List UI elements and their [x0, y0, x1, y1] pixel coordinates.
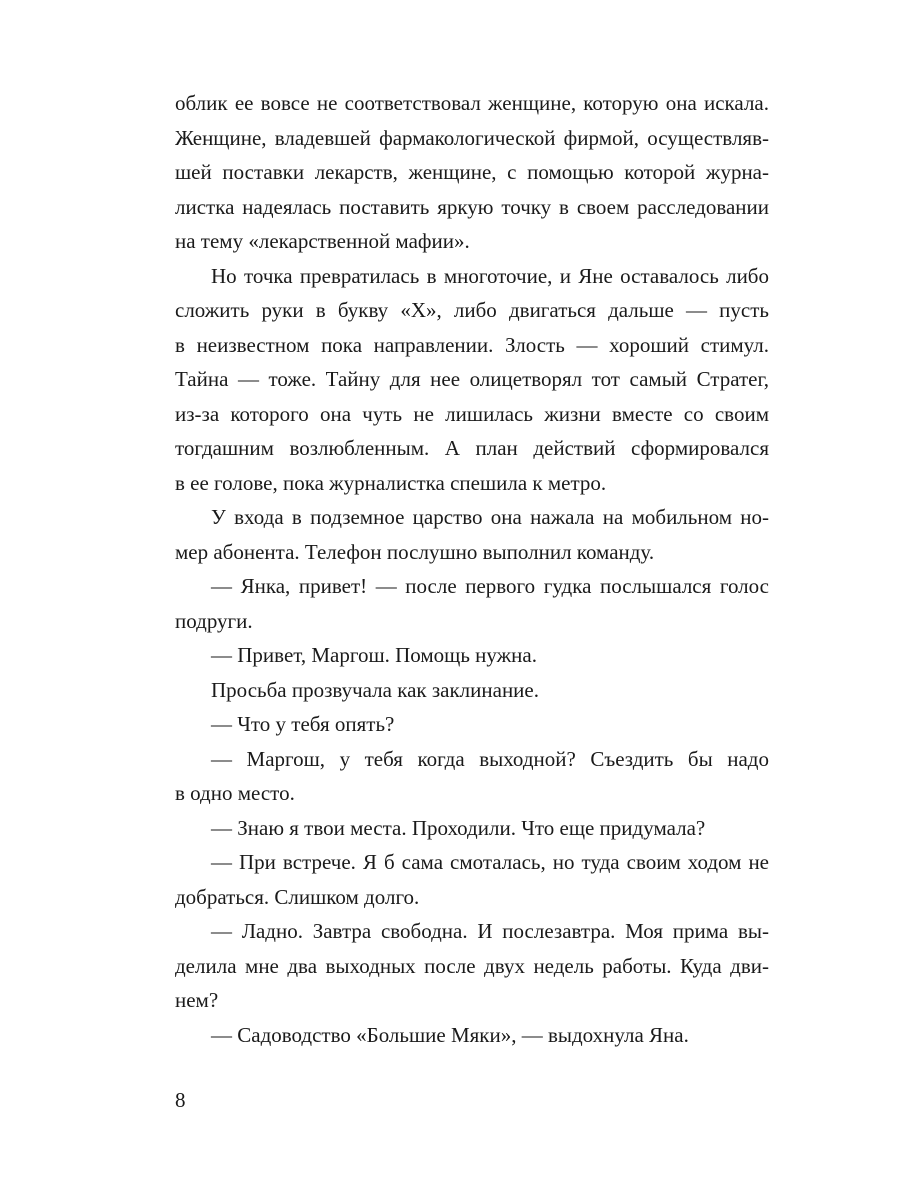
text-line: подруги.: [175, 608, 253, 633]
text-line: тогдашним возлюбленным. А план действий сформировался: [175, 436, 769, 460]
text-line: в ее голове, пока журналистка спешила к метро.: [175, 470, 607, 495]
text-line: У входа в подземное царство она нажала на мобильном но-: [211, 505, 769, 529]
text-line: шей поставки лекарств, женщине, с помощью которой журна-: [175, 160, 769, 184]
text-line: облик ее вовсе не соответствовал женщине, которую она искала.: [175, 91, 769, 115]
text-line: Но точка превратилась в многоточие, и Яне оставалось либо: [211, 263, 769, 288]
text-line: из-за которого она чуть не лишилась жизни вместе со своим: [175, 401, 769, 426]
text-line: — Маргош, у тебя когда выходной? Съездить бы надо: [211, 746, 769, 771]
text-line: добраться. Слишком долго.: [175, 884, 420, 909]
body-text: [175, 86, 769, 1052]
text-line: делила мне два выходных после двух недель работы. Куда дви-: [175, 953, 769, 978]
text-line: на тему «лекарственной мафии».: [175, 229, 470, 253]
text-line: Женщине, владевшей фармакологической фирмой, осуществляв-: [175, 125, 769, 150]
text-line: в неизвестном пока направлении. Злость — хороший стимул.: [175, 332, 769, 357]
text-line: — Янка, привет! — после первого гудка послышался голос: [211, 574, 769, 598]
text-line: — Садоводство «Большие Мяки», — выдохнула Яна.: [211, 1022, 689, 1047]
text-line: — Что у тебя опять?: [211, 712, 395, 736]
text-line: мер абонента. Телефон послушно выполнил команду.: [175, 539, 655, 564]
text-line: — Привет, Маргош. Помощь нужна.: [211, 643, 537, 667]
page-number: 8: [175, 1088, 186, 1112]
text-line: нем?: [175, 988, 219, 1012]
text-line: сложить руки в букву «Х», либо двигаться дальше — пусть: [175, 298, 769, 322]
text-line: Тайна — тоже. Тайну для нее олицетворял тот самый Стратег,: [175, 367, 769, 391]
text-line: — Знаю я твои места. Проходили. Что еще придумала?: [211, 815, 706, 840]
text-line: листка надеялась поставить яркую точку в своем расследовании: [175, 194, 769, 219]
text-line: в одно место.: [175, 781, 295, 805]
text-line: — При встрече. Я б сама смоталась, но туда своим ходом не: [211, 850, 769, 874]
text-line: Просьба прозвучала как заклинание.: [211, 677, 539, 702]
text-line: — Ладно. Завтра свободна. И послезавтра. Моя прима вы-: [211, 919, 769, 943]
